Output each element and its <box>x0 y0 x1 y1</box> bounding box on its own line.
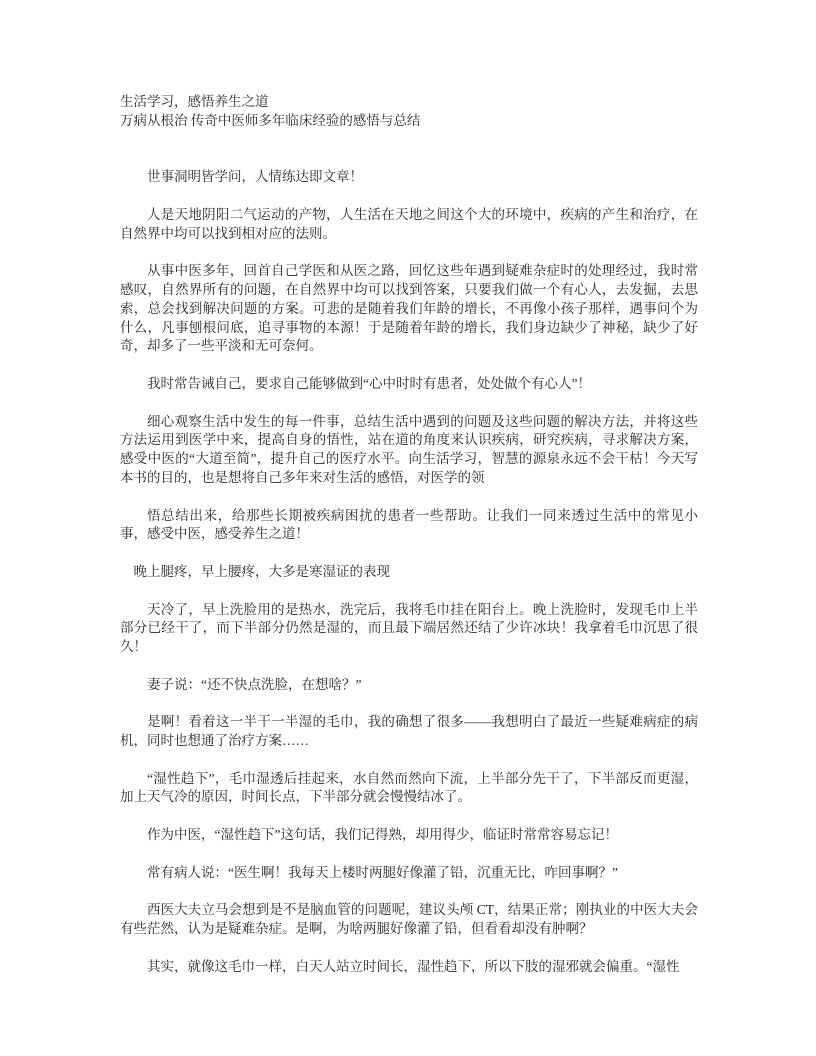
document-title-line: 生活学习，感悟养生之道 <box>120 94 269 109</box>
document-subtitle-line: 万病从根治 传奇中医师多年临床经验的感悟与总结 <box>120 112 421 128</box>
paragraph: 世事洞明皆学问，人情练达即文章！ <box>147 169 363 185</box>
paragraph: 西医大夫立马会想到是不是脑血管的问题呢，建议头颅 CT，结果正常；刚执业的中医大夫会有些茫然，认为是疑难杂症。是啊，为啥两腿好像灌了铅，但看看却没有肿啊？ <box>120 902 698 937</box>
paragraph: 是啊！看着这一半干一半湿的毛巾，我的确想了很多——我想明白了最近一些疑难病症的病机，同时也想通了治疗方案…… <box>120 714 698 749</box>
paragraphs <box>120 168 698 976</box>
paragraph: 晚上腿疼，早上腰疼，大多是寒湿证的表现 <box>133 563 390 579</box>
paragraph: 妻子说：“还不快点洗脸，在想啥？” <box>147 676 362 692</box>
paragraph: 从事中医多年，回首自己学医和从医之路，回忆这些年遇到疑难杂症时的处理经过，我时常感叹，自然界所有的问题，在自然界中均可以找到答案，只要我们做一个有心人，去发掘，去思索，总会找到解决问题的方案。可悲的是随着我们年龄的增长，不再像小孩子那样，遇事问个为什么，凡事刨根问底，追寻事物的本源！于是随着年龄的增长，我们身边缺少了神秘，缺少了好奇，却多了一些平淡和无可奈何。 <box>120 263 698 354</box>
paragraph: 我时常告诫自己，要求自己能够做到“心中时时有患者，处处做个有心人”！ <box>147 375 591 391</box>
paragraph: 作为中医，“湿性趋下”这句话，我们记得熟，却用得少，临证时常常容易忘记！ <box>147 827 618 843</box>
paragraph: 常有病人说：“医生啊！我每天上楼时两腿好像灌了铅，沉重无比，咋回事啊？” <box>147 864 618 880</box>
header-block <box>120 93 698 131</box>
paragraph: 天冷了，早上洗脸用的是热水，洗完后，我将毛巾挂在阳台上。晚上洗脸时，发现毛巾上半部分已经干了，而下半部分仍然是湿的，而且最下端居然还结了少许冰块！我拿着毛巾沉思了很久！ <box>120 601 698 655</box>
text-content <box>120 93 698 995</box>
paragraph: “湿性趋下”，毛巾湿透后挂起来，水自然而然向下流，上半部分先干了，下半部反而更湿，加上天气冷的原因，时间长点，下半部分就会慢慢结冰了。 <box>120 770 698 805</box>
paragraph: 细心观察生活中发生的每一件事，总结生活中遇到的问题及这些问题的解决方法，并将这些方法运用到医学中来，提高自身的悟性，站在道的角度来认识疾病，研究疾病，寻求解决方案，感受中医的“大道至简”，提升自己的医疗水平。向生活学习，智慧的源泉永远不会干枯！今天写本书的目的，也是想将自己多年来对生活的感悟，对医学的领 <box>120 413 698 485</box>
paragraph: 其实，就像这毛巾一样，白天人站立时间长，湿性趋下，所以下肢的湿邪就会偏重。“湿性 <box>147 958 680 974</box>
paragraph: 悟总结出来，给那些长期被疾病困扰的患者一些帮助。让我们一同来透过生活中的常见小事，感受中医，感受养生之道！ <box>120 507 698 542</box>
paragraph: 人是天地阴阳二气运动的产物，人生活在天地之间这个大的环境中，疾病的产生和治疗，在自然界中均可以找到相对应的法则。 <box>120 206 698 241</box>
